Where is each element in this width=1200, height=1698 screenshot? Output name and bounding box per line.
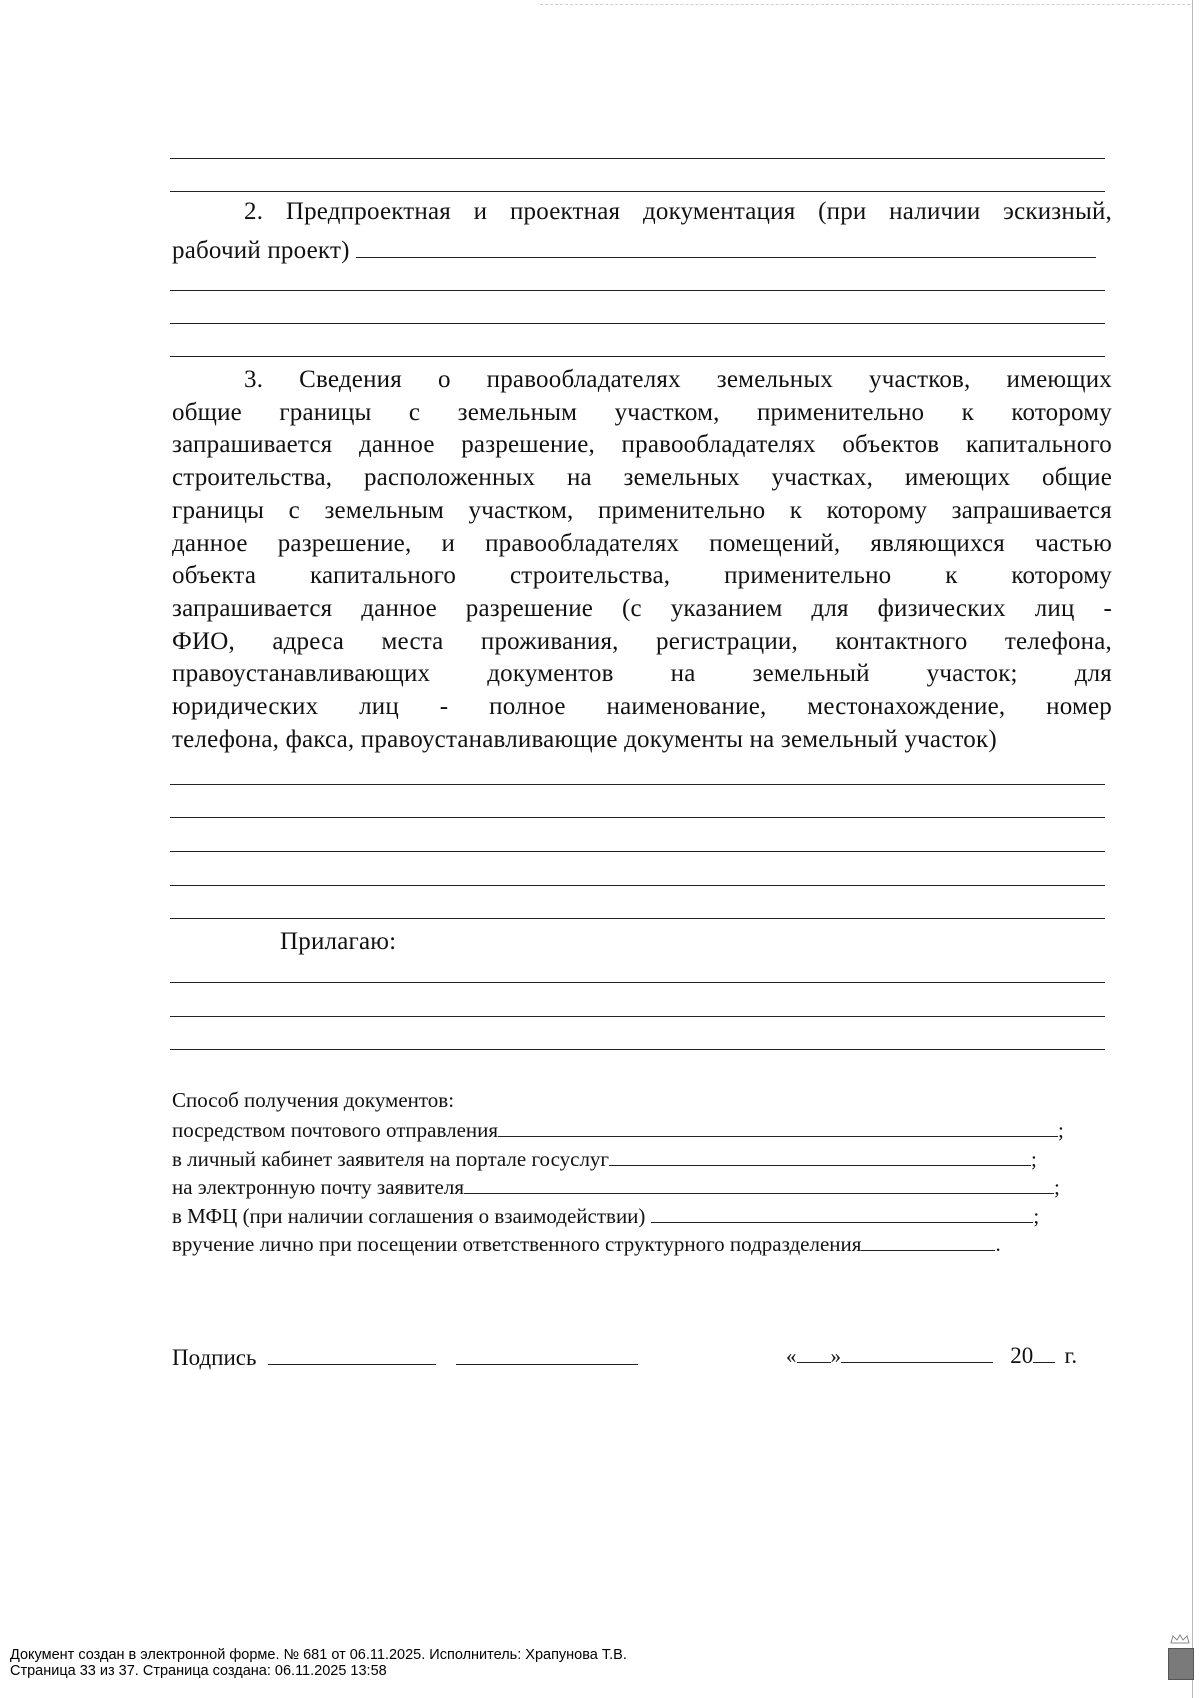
section3-line: строительства, расположенных на земельных участках, имеющих общие bbox=[172, 464, 1112, 492]
delivery-option-mfc bbox=[172, 1202, 1039, 1229]
delivery-option-personal bbox=[172, 1230, 1001, 1257]
blank-line bbox=[170, 982, 1105, 983]
blank-line bbox=[170, 191, 1105, 192]
section2-line2 bbox=[172, 232, 1112, 265]
blank-line bbox=[170, 290, 1105, 291]
section3-line: общие границы с земельным участком, применительно к которому bbox=[172, 398, 1112, 426]
period: . bbox=[995, 1231, 1001, 1256]
fill-line[interactable] bbox=[609, 1145, 1031, 1166]
fill-line[interactable] bbox=[861, 1230, 995, 1251]
year-line[interactable] bbox=[1033, 1342, 1055, 1363]
year-prefix: 20 bbox=[1010, 1342, 1034, 1368]
section3-line: данное разрешение, и правообладателях помещений, являющихся частью bbox=[172, 529, 1112, 557]
blank-line bbox=[170, 1016, 1105, 1017]
signature-row bbox=[172, 1342, 638, 1371]
blank-line bbox=[170, 1049, 1105, 1050]
emblem-icon bbox=[1168, 1648, 1194, 1680]
fill-line[interactable] bbox=[498, 1116, 1058, 1137]
section3-line: объекта капитального строительства, применительно к которому bbox=[172, 562, 1112, 590]
semicolon: ; bbox=[1058, 1117, 1064, 1142]
fill-line bbox=[356, 232, 1096, 258]
blank-line bbox=[170, 817, 1105, 818]
signature-label: Подпись bbox=[172, 1344, 257, 1370]
blank-line bbox=[170, 851, 1105, 852]
section3-line: телефона, факса, правоустанавливающие документы на земельный участок) bbox=[172, 725, 997, 753]
blank-line bbox=[170, 784, 1105, 785]
name-line[interactable] bbox=[456, 1342, 638, 1365]
delivery-option-gosuslugi bbox=[172, 1145, 1037, 1172]
blank-line bbox=[170, 885, 1105, 886]
delivery-option-label: вручение лично при посещении ответственного структурного подразделения bbox=[172, 1231, 862, 1256]
delivery-option-label: на электронную почту заявителя bbox=[172, 1174, 464, 1199]
section3-line: ФИО, адреса места проживания, регистрации, контактного телефона, bbox=[172, 627, 1112, 655]
delivery-option-label: в личный кабинет заявителя на портале госуслуг bbox=[172, 1146, 610, 1171]
footer-line1: Документ создан в электронной форме. № 681 от 06.11.2025. Исполнитель: Храпунова Т.В. bbox=[10, 1647, 627, 1663]
blank-line bbox=[170, 323, 1105, 324]
quote-close: » bbox=[830, 1343, 841, 1368]
section3-line: запрашивается данное разрешение, правообладателях объектов капитального bbox=[172, 431, 1112, 459]
delivery-heading: Способ получения документов: bbox=[172, 1088, 455, 1112]
semicolon: ; bbox=[1033, 1203, 1040, 1228]
page-edge bbox=[1192, 0, 1193, 1698]
month-line[interactable] bbox=[841, 1342, 993, 1363]
attach-label: Прилагаю: bbox=[280, 928, 397, 955]
delivery-option-email bbox=[172, 1173, 1060, 1200]
blank-line bbox=[170, 918, 1105, 919]
section3-line: границы с земельным участком, применительно к которому запрашивается bbox=[172, 496, 1112, 524]
day-line[interactable] bbox=[797, 1342, 831, 1363]
scan-artifact bbox=[540, 4, 1190, 5]
fill-line[interactable] bbox=[651, 1202, 1033, 1223]
signature-line[interactable] bbox=[268, 1342, 436, 1365]
crown-icon bbox=[1169, 1634, 1191, 1644]
blank-line bbox=[170, 158, 1105, 159]
blank-line bbox=[170, 356, 1105, 357]
semicolon: ; bbox=[1054, 1174, 1060, 1199]
section2-line1: 2. Предпроектная и проектная документация (при наличии эскизный, bbox=[244, 198, 1112, 225]
date-row bbox=[786, 1342, 1077, 1369]
quote-open: « bbox=[786, 1343, 797, 1368]
section2-line2-text: рабочий проект) bbox=[172, 237, 350, 264]
semicolon: ; bbox=[1031, 1146, 1037, 1171]
section3-line: запрашивается данное разрешение (с указанием для физических лиц - bbox=[172, 594, 1112, 622]
section3-line: юридических лиц - полное наименование, местонахождение, номер bbox=[172, 693, 1112, 720]
section3-line: 3. Сведения о правообладателях земельных участков, имеющих bbox=[244, 366, 1112, 393]
section3-line: правоустанавливающих документов на земельный участок; для bbox=[172, 660, 1112, 688]
footer-line2: Страница 33 из 37. Страница создана: 06.11.2025 13:58 bbox=[10, 1663, 387, 1679]
footer bbox=[10, 1647, 627, 1679]
fill-line[interactable] bbox=[464, 1173, 1054, 1194]
delivery-option-label: посредством почтового отправления bbox=[172, 1117, 499, 1142]
delivery-option-post bbox=[172, 1116, 1064, 1143]
year-suffix: г. bbox=[1064, 1342, 1078, 1368]
delivery-option-label: в МФЦ (при наличии соглашения о взаимодействии) bbox=[172, 1203, 646, 1228]
